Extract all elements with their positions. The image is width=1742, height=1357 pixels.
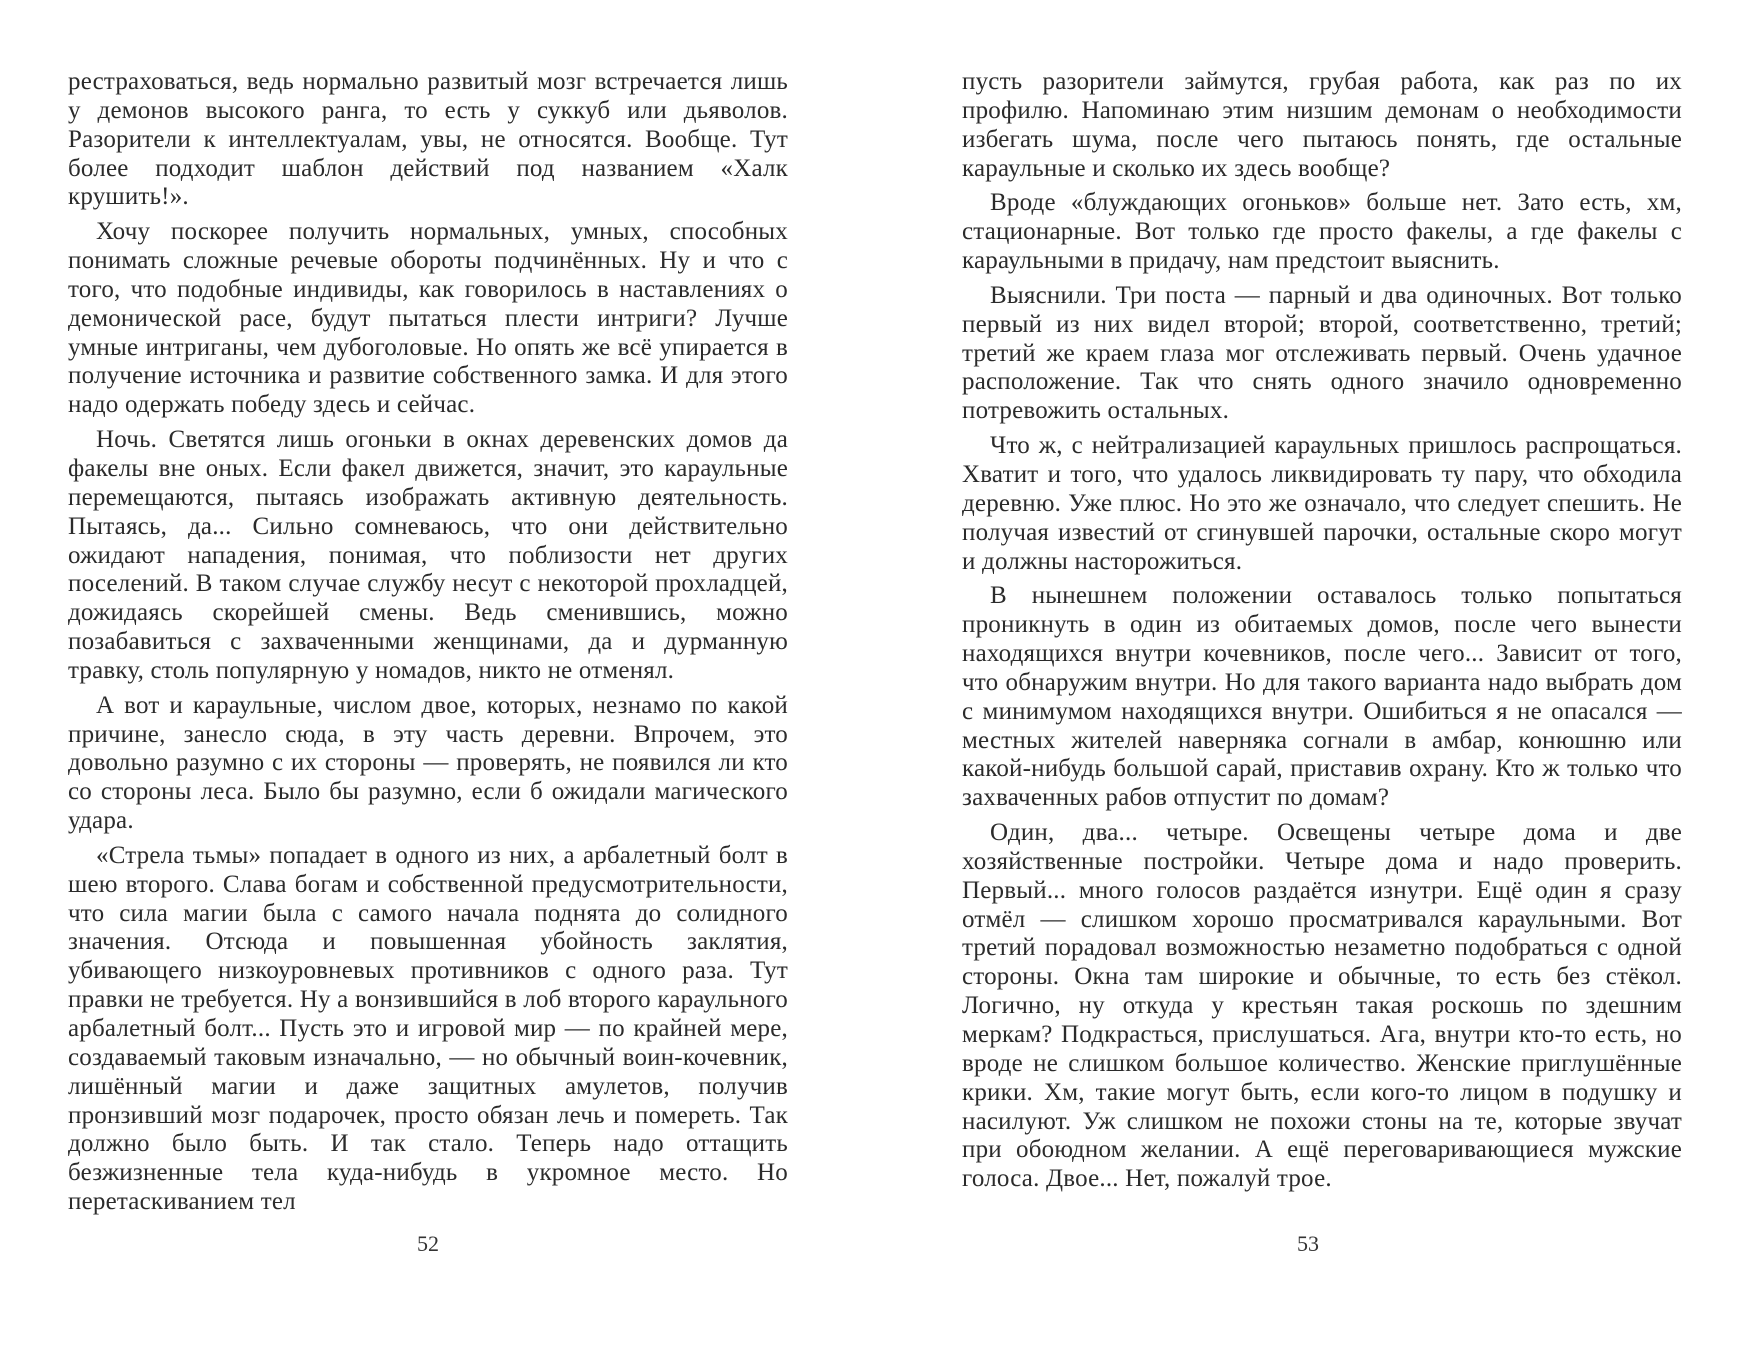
paragraph: Хочу поскорее получить нормальных, умных, способных понимать сложные речевые обороты подчинённых. Ну и что с того, что подобные индивиды, как говорилось в наставлениях о демонической расе, будут пытаться плести интриги? Лучше умные интриганы, чем дубоголовые. Но опять же всё упирается в получение источника и развитие собственного замка. И для этого надо одержать победу здесь и сейчас.	[68, 218, 788, 419]
paragraph: Что ж, с нейтрализацией караульных пришлось распрощаться. Хватит и того, что удалось ликвидировать ту пару, что обходила деревню. Уже плюс. Но это же означало, что следует спешить. Не получая известий от сгинувшей парочки, остальные скоро могут и должны насторожиться.	[962, 432, 1682, 575]
left-page	[68, 68, 788, 1223]
right-page	[962, 68, 1682, 1200]
paragraph: Выяснили. Три поста — парный и два одиночных. Вот только первый из них видел второй; второй, соответственно, третий; третий же краем глаза мог отслеживать первый. Очень удачное расположение. Так что снять одного значило одновременно потревожить остальных.	[962, 281, 1682, 425]
paragraph: Ночь. Светятся лишь огоньки в окнах деревенских домов да факелы вне оных. Если факел движется, значит, это караульные перемещаются, пытаясь изображать активную деятельность. Пытаясь, да... Сильно сомневаюсь, что они действительно ожидают нападения, понимая, что поблизости нет других поселений. В таком случае службу несут с некоторой прохладцей, дожидаясь скорейшей смены. Ведь сменившись, можно позабавиться с захваченными женщинами, да и дурманную травку, столь популярную у номадов, никто не отменял.	[68, 426, 788, 684]
page-number-right: 53	[1297, 1231, 1319, 1256]
paragraph: Вроде «блуждающих огоньков» больше нет. Зато есть, хм, стационарные. Вот только где просто факелы, а где факелы с караульными в придачу, нам предстоит выяснить.	[962, 189, 1682, 275]
paragraph: Один, два... четыре. Освещены четыре дома и две хозяйственные постройки. Четыре дома и надо проверить. Первый... много голосов раздаётся изнутри. Ещё один я сразу отмёл — слишком хорошо просматривался караульными. Вот третий порадовал возможностью незаметно подобраться с одной стороны. Окна там широкие и обычные, то есть без стёкол. Логично, ну откуда у крестьян такая роскошь по здешним меркам? Подкрасться, прислушаться. Ага, внутри кто-то есть, но вроде не слишком большое количество. Женские приглушённые крики. Хм, такие могут быть, если кого-то лицом в подушку и насилуют. Уж слишком не похожи стоны на те, которые звучат при обоюдном желании. А ещё переговаривающиеся мужские голоса. Двое... Нет, пожалуй трое.	[962, 819, 1682, 1193]
paragraph: рестраховаться, ведь нормально развитый мозг встречается лишь у демонов высокого ранга, то есть у суккуб или дьяволов. Разорители к интеллектуалам, увы, не относятся. Вообще. Тут более подходит шаблон действий под названием «Халк крушить!».	[68, 68, 788, 211]
paragraph: В нынешнем положении оставалось только попытаться проникнуть в один из обитаемых домов, после чего вынести находящихся внутри кочевников, после чего... Зависит от того, что обнаружим внутри. Но для такого варианта надо выбрать дом с минимумом находящихся внутри. Ошибиться я не опасался — местных жителей наверняка согнали в амбар, конюшню или какой-нибудь большой сарай, приставив охрану. Кто ж только что захваченных рабов отпустит по домам?	[962, 582, 1682, 812]
page-number-left: 52	[417, 1231, 439, 1256]
paragraph: пусть разорители займутся, грубая работа, как раз по их профилю. Напоминаю этим низшим демонам о необходимости избегать шума, после чего пытаюсь понять, где остальные караульные и сколько их здесь вообще?	[962, 68, 1682, 182]
paragraph: А вот и караульные, числом двое, которых, незнамо по какой причине, занесло сюда, в эту часть деревни. Впрочем, это довольно разумно с их стороны — проверять, не появился ли кто со стороны леса. Было бы разумно, если б ожидали магического удара.	[68, 691, 788, 835]
paragraph: «Стрела тьмы» попадает в одного из них, а арбалетный болт в шею второго. Слава богам и собственной предусмотрительности, что сила магии была с самого начала поднята до солидного значения. Отсюда и повышенная убойность заклятия, убивающего низкоуровневых противников с одного раза. Тут правки не требуется. Ну а вонзившийся в лоб второго караульного арбалетный болт... Пусть это и игровой мир — по крайней мере, создаваемый таковым изначально, — но обычный воин-кочевник, лишённый магии и даже защитных амулетов, получив пронзивший мозг подарочек, просто обязан лечь и помереть. Так должно было быть. И так стало. Теперь надо оттащить безжизненные тела куда-нибудь в укромное место. Но перетаскиванием тел	[68, 841, 788, 1216]
